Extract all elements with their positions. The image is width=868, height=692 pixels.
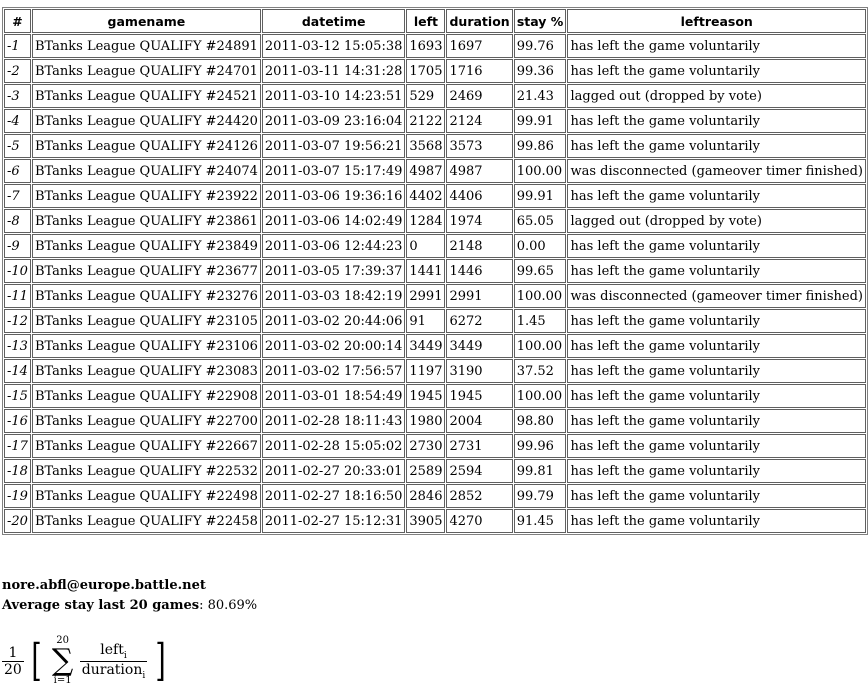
row-left: 1705 xyxy=(406,59,445,83)
row-gamename: BTanks League QUALIFY #24420 xyxy=(32,109,261,133)
sum-lower-limit: i=1 xyxy=(53,675,72,686)
row-leftreason: was disconnected (gameover timer finished) xyxy=(567,159,866,183)
account-name: nore.abfl@europe.battle.net xyxy=(2,578,206,593)
row-datetime: 2011-02-27 20:33:01 xyxy=(262,459,405,483)
row-gamename: BTanks League QUALIFY #23276 xyxy=(32,284,261,308)
row-stay: 100.00 xyxy=(514,284,567,308)
row-leftreason: has left the game voluntarily xyxy=(567,409,866,433)
row-duration: 2004 xyxy=(446,409,512,433)
row-left: 3449 xyxy=(406,334,445,358)
row-index: -4 xyxy=(4,109,31,133)
row-left: 1197 xyxy=(406,359,445,383)
row-left: 2730 xyxy=(406,434,445,458)
table-row xyxy=(4,159,866,183)
row-index: -18 xyxy=(4,459,31,483)
row-datetime: 2011-03-07 19:56:21 xyxy=(262,134,405,158)
row-gamename: BTanks League QUALIFY #23849 xyxy=(32,234,261,258)
coefficient-fraction xyxy=(2,645,24,678)
row-datetime: 2011-03-02 20:44:06 xyxy=(262,309,405,333)
row-stay: 1.45 xyxy=(514,309,567,333)
row-index: -8 xyxy=(4,209,31,233)
row-left: 2991 xyxy=(406,284,445,308)
row-datetime: 2011-03-01 18:54:49 xyxy=(262,384,405,408)
table-row xyxy=(4,484,866,508)
row-leftreason: has left the game voluntarily xyxy=(567,109,866,133)
right-bracket: ] xyxy=(155,635,166,686)
table-row xyxy=(4,309,866,333)
table-row xyxy=(4,384,866,408)
row-duration: 2594 xyxy=(446,459,512,483)
row-duration: 2852 xyxy=(446,484,512,508)
row-index: -20 xyxy=(4,509,31,533)
row-stay: 99.86 xyxy=(514,134,567,158)
row-index: -14 xyxy=(4,359,31,383)
table-row xyxy=(4,284,866,308)
row-left: 4987 xyxy=(406,159,445,183)
row-stay: 99.79 xyxy=(514,484,567,508)
row-gamename: BTanks League QUALIFY #22498 xyxy=(32,484,261,508)
left-bracket: [ xyxy=(31,635,43,686)
coefficient-numerator: 1 xyxy=(8,644,18,661)
row-gamename: BTanks League QUALIFY #24126 xyxy=(32,134,261,158)
row-datetime: 2011-03-07 15:17:49 xyxy=(262,159,405,183)
row-index: -3 xyxy=(4,84,31,108)
row-stay: 21.43 xyxy=(514,84,567,108)
row-leftreason: has left the game voluntarily xyxy=(567,459,866,483)
row-leftreason: has left the game voluntarily xyxy=(567,359,866,383)
row-datetime: 2011-03-06 14:02:49 xyxy=(262,209,405,233)
row-gamename: BTanks League QUALIFY #23083 xyxy=(32,359,261,383)
table-row xyxy=(4,359,866,383)
row-index: -2 xyxy=(4,59,31,83)
table-row xyxy=(4,509,866,533)
table-row xyxy=(4,234,866,258)
row-left: 3905 xyxy=(406,509,445,533)
row-datetime: 2011-02-27 15:12:31 xyxy=(262,509,405,533)
row-datetime: 2011-03-12 15:05:38 xyxy=(262,34,405,58)
table-row xyxy=(4,259,866,283)
row-left: 0 xyxy=(406,234,445,258)
col-header-index: # xyxy=(4,9,31,33)
row-leftreason: lagged out (dropped by vote) xyxy=(567,84,866,108)
row-duration: 3449 xyxy=(446,334,512,358)
table-row xyxy=(4,459,866,483)
row-duration: 4987 xyxy=(446,159,512,183)
row-leftreason: has left the game voluntarily xyxy=(567,384,866,408)
row-datetime: 2011-03-02 17:56:57 xyxy=(262,359,405,383)
row-left: 1980 xyxy=(406,409,445,433)
row-index: -19 xyxy=(4,484,31,508)
row-stay: 37.52 xyxy=(514,359,567,383)
row-leftreason: has left the game voluntarily xyxy=(567,234,866,258)
row-index: -7 xyxy=(4,184,31,208)
table-row xyxy=(4,34,866,58)
row-left: 1284 xyxy=(406,209,445,233)
col-header-left: left xyxy=(406,9,445,33)
row-gamename: BTanks League QUALIFY #23861 xyxy=(32,209,261,233)
row-stay: 0.00 xyxy=(514,234,567,258)
table-row xyxy=(4,84,866,108)
coefficient-denominator: 20 xyxy=(4,661,22,678)
row-index: -11 xyxy=(4,284,31,308)
row-datetime: 2011-02-27 18:16:50 xyxy=(262,484,405,508)
row-duration: 2731 xyxy=(446,434,512,458)
row-datetime: 2011-03-02 20:00:14 xyxy=(262,334,405,358)
row-datetime: 2011-03-06 12:44:23 xyxy=(262,234,405,258)
row-leftreason: lagged out (dropped by vote) xyxy=(567,209,866,233)
row-leftreason: has left the game voluntarily xyxy=(567,334,866,358)
ratio-fraction xyxy=(80,642,147,681)
row-duration: 2124 xyxy=(446,109,512,133)
sum-upper-limit: 20 xyxy=(56,635,69,646)
row-stay: 100.00 xyxy=(514,159,567,183)
row-gamename: BTanks League QUALIFY #24701 xyxy=(32,59,261,83)
col-header-stay: stay % xyxy=(514,9,567,33)
row-duration: 4270 xyxy=(446,509,512,533)
row-left: 1945 xyxy=(406,384,445,408)
row-leftreason: has left the game voluntarily xyxy=(567,509,866,533)
row-index: -9 xyxy=(4,234,31,258)
row-gamename: BTanks League QUALIFY #22532 xyxy=(32,459,261,483)
row-left: 2122 xyxy=(406,109,445,133)
row-duration: 1716 xyxy=(446,59,512,83)
row-datetime: 2011-03-05 17:39:37 xyxy=(262,259,405,283)
row-gamename: BTanks League QUALIFY #24891 xyxy=(32,34,261,58)
table-row xyxy=(4,334,866,358)
row-index: -13 xyxy=(4,334,31,358)
row-gamename: BTanks League QUALIFY #22458 xyxy=(32,509,261,533)
row-leftreason: has left the game voluntarily xyxy=(567,184,866,208)
row-left: 2589 xyxy=(406,459,445,483)
row-duration: 1697 xyxy=(446,34,512,58)
row-duration: 1446 xyxy=(446,259,512,283)
row-leftreason: has left the game voluntarily xyxy=(567,34,866,58)
row-leftreason: has left the game voluntarily xyxy=(567,484,866,508)
row-stay: 99.76 xyxy=(514,34,567,58)
row-leftreason: has left the game voluntarily xyxy=(567,134,866,158)
row-duration: 6272 xyxy=(446,309,512,333)
row-datetime: 2011-03-03 18:42:19 xyxy=(262,284,405,308)
row-duration: 2469 xyxy=(446,84,512,108)
row-leftreason: has left the game voluntarily xyxy=(567,309,866,333)
row-stay: 98.80 xyxy=(514,409,567,433)
summation xyxy=(52,636,73,686)
row-index: -15 xyxy=(4,384,31,408)
col-header-leftreason: leftreason xyxy=(567,9,866,33)
table-row xyxy=(4,209,866,233)
row-gamename: BTanks League QUALIFY #24521 xyxy=(32,84,261,108)
table-row xyxy=(4,109,866,133)
ratio-denominator: duration xyxy=(81,661,143,678)
average-value: 80.69% xyxy=(207,598,258,613)
average-formula xyxy=(2,636,169,686)
table-row xyxy=(4,134,866,158)
denominator-subscript: i xyxy=(142,670,146,681)
ratio-numerator: left xyxy=(100,641,124,658)
row-duration: 3190 xyxy=(446,359,512,383)
row-left: 529 xyxy=(406,84,445,108)
row-index: -17 xyxy=(4,434,31,458)
row-gamename: BTanks League QUALIFY #23106 xyxy=(32,334,261,358)
row-stay: 65.05 xyxy=(514,209,567,233)
row-left: 3568 xyxy=(406,134,445,158)
row-leftreason: has left the game voluntarily xyxy=(567,434,866,458)
row-leftreason: has left the game voluntarily xyxy=(567,259,866,283)
row-duration: 2148 xyxy=(446,234,512,258)
average-label: Average stay last 20 games xyxy=(2,598,200,613)
row-left: 91 xyxy=(406,309,445,333)
row-leftreason: has left the game voluntarily xyxy=(567,59,866,83)
row-gamename: BTanks League QUALIFY #23922 xyxy=(32,184,261,208)
row-duration: 4406 xyxy=(446,184,512,208)
row-index: -1 xyxy=(4,34,31,58)
table-row xyxy=(4,59,866,83)
row-gamename: BTanks League QUALIFY #22908 xyxy=(32,384,261,408)
row-left: 4402 xyxy=(406,184,445,208)
row-duration: 2991 xyxy=(446,284,512,308)
table-row xyxy=(4,434,866,458)
col-header-duration: duration xyxy=(446,9,512,33)
summary-block: nore.abfl@europe.battle.net Average stay last 20 games: 80.69% xyxy=(2,578,258,613)
row-index: -6 xyxy=(4,159,31,183)
row-stay: 100.00 xyxy=(514,384,567,408)
row-stay: 99.91 xyxy=(514,184,567,208)
row-datetime: 2011-02-28 15:05:02 xyxy=(262,434,405,458)
stats-table-container xyxy=(2,7,868,535)
col-header-datetime: datetime xyxy=(262,9,405,33)
row-gamename: BTanks League QUALIFY #23677 xyxy=(32,259,261,283)
row-gamename: BTanks League QUALIFY #24074 xyxy=(32,159,261,183)
numerator-subscript: i xyxy=(123,650,127,661)
row-stay: 100.00 xyxy=(514,334,567,358)
row-stay: 99.65 xyxy=(514,259,567,283)
row-left: 1441 xyxy=(406,259,445,283)
sigma-symbol: ∑ xyxy=(51,643,74,678)
row-datetime: 2011-03-10 14:23:51 xyxy=(262,84,405,108)
row-stay: 91.45 xyxy=(514,509,567,533)
row-index: -5 xyxy=(4,134,31,158)
row-left: 2846 xyxy=(406,484,445,508)
row-gamename: BTanks League QUALIFY #22667 xyxy=(32,434,261,458)
row-duration: 3573 xyxy=(446,134,512,158)
row-datetime: 2011-03-06 19:36:16 xyxy=(262,184,405,208)
row-stay: 99.91 xyxy=(514,109,567,133)
row-gamename: BTanks League QUALIFY #22700 xyxy=(32,409,261,433)
row-stay: 99.81 xyxy=(514,459,567,483)
row-leftreason: was disconnected (gameover timer finished) xyxy=(567,284,866,308)
table-body xyxy=(4,34,866,533)
row-duration: 1945 xyxy=(446,384,512,408)
table-row xyxy=(4,409,866,433)
row-index: -12 xyxy=(4,309,31,333)
stats-table xyxy=(2,7,868,535)
row-datetime: 2011-02-28 18:11:43 xyxy=(262,409,405,433)
row-left: 1693 xyxy=(406,34,445,58)
table-row xyxy=(4,184,866,208)
row-index: -16 xyxy=(4,409,31,433)
col-header-gamename: gamename xyxy=(32,9,261,33)
row-index: -10 xyxy=(4,259,31,283)
row-duration: 1974 xyxy=(446,209,512,233)
row-datetime: 2011-03-09 23:16:04 xyxy=(262,109,405,133)
table-header-row xyxy=(4,9,866,33)
row-datetime: 2011-03-11 14:31:28 xyxy=(262,59,405,83)
row-gamename: BTanks League QUALIFY #23105 xyxy=(32,309,261,333)
row-stay: 99.96 xyxy=(514,434,567,458)
row-stay: 99.36 xyxy=(514,59,567,83)
